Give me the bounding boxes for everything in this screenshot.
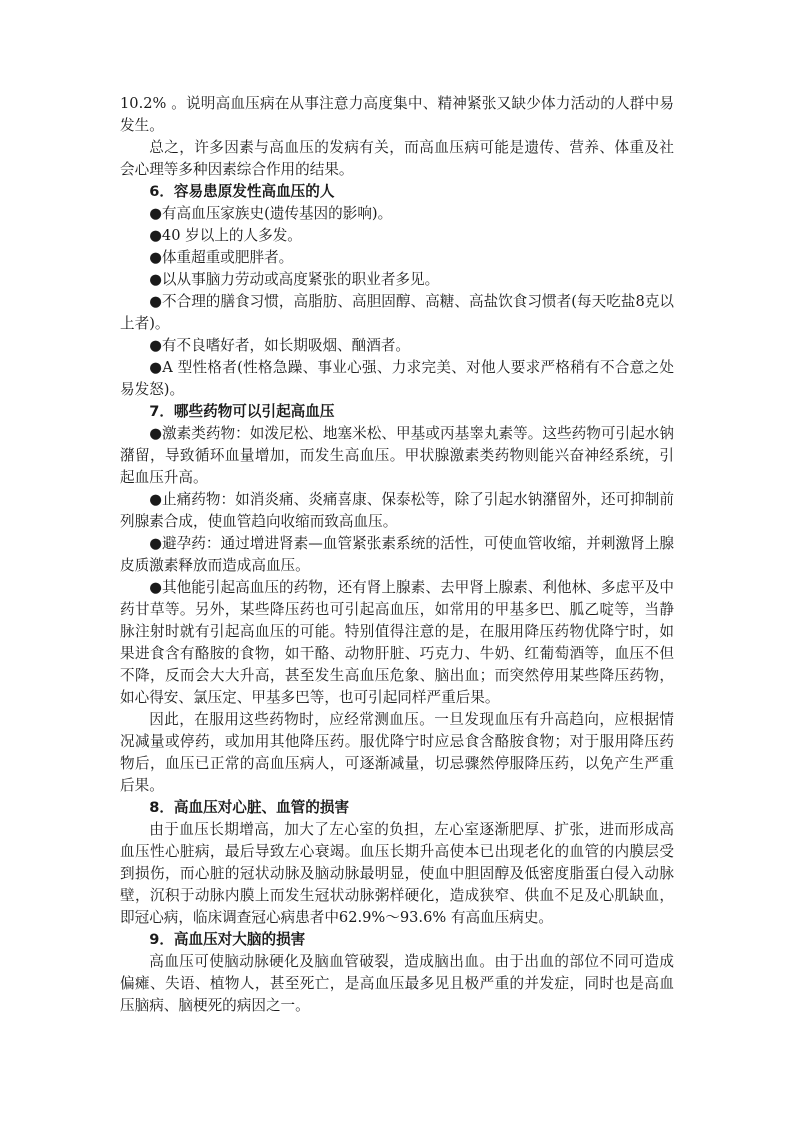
bullet-icon: ● [149, 425, 162, 442]
bullet-icon: ● [149, 579, 162, 596]
bullet-icon: ● [149, 491, 162, 508]
section-6-item [120, 269, 674, 291]
section-7-closing-paragraph: 因此，在服用这些药物时，应经常测血压。一旦发现血压有升高趋向，应根据情况减量或停药，或加用其他降压药。服优降宁时应忌食含酪胺食物；对于服用降压药物后，血压已正常的高血压病人，可逐渐减量，切忌骤然停服降压药，以免产生严重后果。 [120, 711, 674, 794]
section-6-item-text: 以从事脑力劳动或高度紧张的职业者多见。 [161, 271, 440, 288]
bullet-icon: ● [149, 337, 162, 354]
section-7-item-text: 避孕药：通过增进肾素—血管紧张素系统的活性，可使血管收缩，并刺激肾上腺皮质激素释放而造成高血压。 [120, 535, 674, 574]
document-page [120, 93, 674, 1017]
section-6-item [120, 335, 674, 357]
section-6-item [120, 291, 674, 335]
section-6-item-text: 有高血压家族史(遗传基因的影响)。 [161, 205, 393, 222]
section-6-item [120, 357, 674, 401]
bullet-icon: ● [149, 535, 162, 552]
bullet-icon: ● [149, 271, 162, 288]
section-7-heading: 7．哪些药物可以引起高血压 [149, 403, 335, 420]
section-7-item [120, 423, 674, 489]
section-6-item [120, 203, 674, 225]
section-8-heading: 8．高血压对心脏、血管的损害 [149, 799, 350, 816]
section-7-item-text: 激素类药物：如泼尼松、地塞米松、甲基或丙基睾丸素等。这些药物可引起水钠潴留，导致循环血量增加，而发生高血压。甲状腺激素类药物则能兴奋神经系统，引起血压升高。 [120, 425, 674, 486]
bullet-icon: ● [149, 249, 162, 266]
section-9-heading: 9．高血压对大脑的损害 [149, 931, 306, 948]
section-6-item-text: A 型性格者(性格急躁、事业心强、力求完美、对他人要求严格稍有不合意之处易发怒)。 [120, 359, 675, 398]
section-9-body: 高血压可使脑动脉硬化及脑血管破裂，造成脑出血。由于出血的部位不同可造成偏瘫、失语、植物人，甚至死亡，是高血压最多见且极严重的并发症，同时也是高血压脑病、脑梗死的病因之一。 [120, 953, 674, 1014]
bullet-icon: ● [149, 293, 162, 310]
section-6-item-text: 有不良嗜好者，如长期吸烟、酗酒者。 [161, 337, 411, 354]
summary-paragraph: 总之，许多因素与高血压的发病有关，而高血压病可能是遗传、营养、体重及社会心理等多种因素综合作用的结果。 [120, 139, 674, 178]
bullet-icon: ● [149, 227, 162, 244]
section-7-item [120, 533, 674, 577]
section-6-item-text: 不合理的膳食习惯，高脂肪、高胆固醇、高糖、高盐饮食习惯者(每天吃盐8克以上者)。 [120, 293, 675, 332]
bullet-icon: ● [149, 359, 163, 376]
section-6-item-text: 40 岁以上的人多发。 [161, 227, 302, 244]
section-6-heading: 6．容易患原发性高血压的人 [149, 183, 335, 200]
section-7-item-text: 止痛药物：如消炎痛、炎痛喜康、保泰松等，除了引起水钠潴留外，还可抑制前列腺素合成，使血管趋向收缩而致高血压。 [120, 491, 674, 530]
section-7-item [120, 489, 674, 533]
section-6-item [120, 225, 674, 247]
section-7-item [120, 577, 674, 709]
section-8-body: 由于血压长期增高，加大了左心室的负担，左心室逐渐肥厚、扩张，进而形成高血压性心脏病，最后导致左心衰竭。血压长期升高使本已出现老化的血管的内膜层受到损伤，而心脏的冠状动脉及脑动脉最明显，使血中胆固醇及低密度脂蛋白侵入动脉壁，沉积于动脉内膜上而发生冠状动脉粥样硬化，造成狭窄、供血不足及心肌缺血，即冠心病，临床调查冠心病患者中62.9%～93.6% 有高血压病史。 [120, 821, 674, 926]
intro-paragraph: 10.2% 。说明高血压病在从事注意力高度集中、精神紧张又缺少体力活动的人群中易发生。 [120, 95, 674, 134]
section-7-item-text: 其他能引起高血压的药物，还有肾上腺素、去甲肾上腺素、利他林、多虑平及中药甘草等。另外，某些降压药也可引起高血压，如常用的甲基多巴、胍乙啶等，当静脉注射时就有引起高血压的可能。特别值得注意的是，在服用降压药物优降宁时，如果进食含有酪胺的食物，如干酪、动物肝脏、巧克力、牛奶、红葡萄酒等，血压不但不降，反而会大大升高，甚至发生高血压危象、脑出血；而突然停用某些降压药物，如心得安、氯压定、甲基多巴等，也可引起同样严重后果。 [120, 579, 674, 706]
bullet-icon: ● [149, 205, 162, 222]
section-6-item [120, 247, 674, 269]
section-6-item-text: 体重超重或肥胖者。 [161, 249, 294, 266]
